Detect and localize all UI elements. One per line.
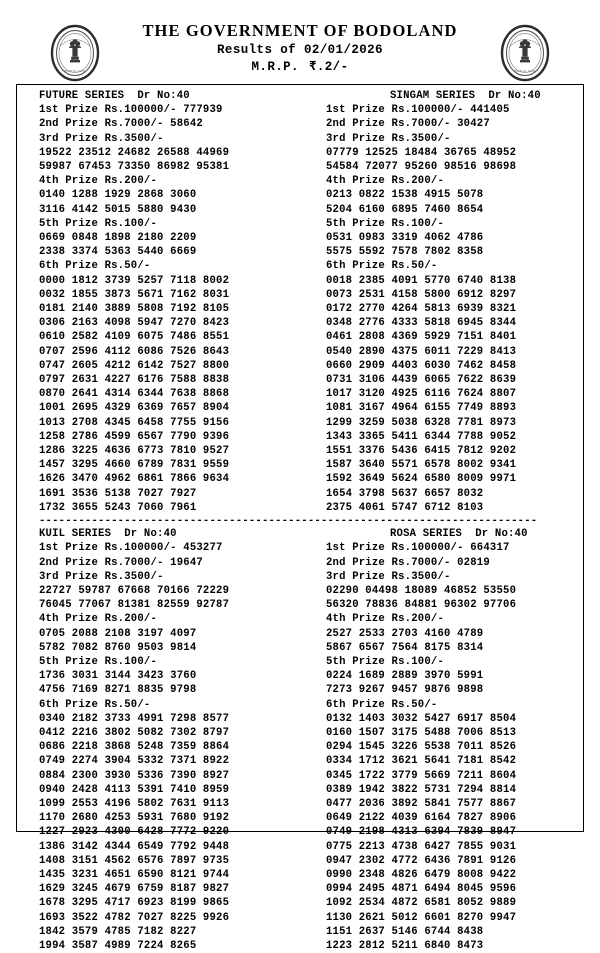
prize-number-row: 1099 2553 4196 5802 7631 9113 (39, 797, 230, 810)
prize-4th-label: 4th Prize Rs.200/- (39, 613, 158, 626)
prize-number-row: 1081 3167 4964 6155 7749 8893 (325, 402, 517, 415)
prize-3rd-row: 56320 78836 84881 96302 97706 (325, 599, 517, 612)
prize-number-row: 0306 2163 4098 5947 7270 8423 (39, 317, 230, 330)
prize-number-row: 0649 2122 4039 6164 7827 8906 (325, 812, 517, 825)
prize-6th-rows (326, 712, 583, 953)
prize-4th-row: 0213 0822 1538 4915 5078 (325, 189, 484, 202)
prize-4th-row: 5782 7082 8760 9503 9814 (39, 641, 197, 654)
prize-number-row: 1592 3649 5624 6580 8009 9971 (325, 473, 517, 486)
prize-number-row: 0172 2770 4264 5813 6939 8321 (325, 303, 517, 316)
series-title: KUIL SERIES Dr No:40 (39, 528, 177, 541)
prize-number-row: 1001 2695 4329 6369 7657 8904 (39, 402, 230, 415)
prize-number-row: 0345 1722 3779 5669 7211 8604 (325, 769, 517, 782)
prize-number-row: 0160 1507 3175 5488 7006 8513 (325, 726, 517, 739)
prize-1st: 1st Prize Rs.100000/- 777939 (39, 104, 223, 117)
prize-3rd-label: 3rd Prize Rs.3500/- (325, 132, 451, 145)
prize-6th-label: 6th Prize Rs.50/- (39, 698, 151, 711)
prize-number-row: 0686 2218 3868 5248 7359 8864 (39, 741, 230, 754)
prize-number-row: 1732 3655 5243 7060 7961 (39, 501, 197, 514)
prize-number-row: 0132 1403 3032 5427 6917 8504 (325, 712, 517, 725)
prize-number-row: 1587 3640 5571 6578 8002 9341 (325, 459, 517, 472)
prize-2nd: 2nd Prize Rs.7000/- 02819 (325, 556, 490, 569)
mrp-value: ₹.2/- (308, 60, 349, 74)
prize-3rd-row: 19522 23512 24682 26588 44969 (39, 146, 230, 159)
prize-number-row: 0000 1812 3739 5257 7118 8002 (39, 274, 230, 287)
prize-2nd: 2nd Prize Rs.7000/- 30427 (325, 118, 490, 131)
prize-number-row: 0294 1545 3226 5538 7011 8526 (325, 741, 517, 754)
prize-number-row: 0660 2909 4403 6030 7462 8458 (325, 359, 517, 372)
prize-number-row: 1654 3798 5637 6657 8032 (325, 487, 484, 500)
prize-number-row: 1299 3259 5038 6328 7781 8973 (325, 416, 517, 429)
prize-number-row: 1013 2708 4345 6458 7755 9156 (39, 416, 230, 429)
prize-number-row: 1457 3295 4660 6789 7831 9559 (39, 459, 230, 472)
prize-number-row: 0032 1855 3873 5671 7162 8031 (39, 288, 230, 301)
prize-number-row: 0540 2890 4375 6011 7229 8413 (325, 345, 517, 358)
prize-number-row: 1017 3120 4925 6116 7624 8807 (325, 388, 517, 401)
prize-4th-row: 0140 1288 1929 2868 3060 (39, 189, 197, 202)
prize-5th-row: 1736 3031 3144 3423 3760 (39, 670, 197, 683)
prize-number-row: 1130 2621 5012 6601 8270 9947 (325, 911, 517, 924)
prize-number-row: 2375 4061 5747 6712 8103 (325, 501, 484, 514)
series-title: ROSA SERIES Dr No:40 (389, 528, 528, 541)
prize-number-row: 1435 3231 4651 6590 8121 9744 (39, 868, 230, 881)
prize-number-row: 0018 2385 4091 5770 6740 8138 (325, 274, 517, 287)
svg-text:BODOLAND: BODOLAND (64, 69, 86, 73)
prize-number-row: 1386 3142 4344 6549 7792 9448 (39, 840, 230, 853)
prize-6th-label: 6th Prize Rs.50/- (325, 260, 438, 273)
prize-number-row: 1693 3522 4782 7027 8225 9926 (39, 911, 230, 924)
prize-4th-row: 5867 6567 7564 8175 8314 (325, 641, 484, 654)
prize-5th-row: 2338 3374 5363 5440 6669 (39, 246, 197, 259)
results-date: Results of 02/01/2026 (217, 43, 383, 57)
prize-number-row: 1842 3579 4785 7182 8227 (39, 925, 197, 938)
page-title: THE GOVERNMENT OF BODOLAND (142, 21, 458, 40)
prize-5th-row: 4756 7169 8271 8835 9798 (39, 684, 197, 697)
series-block-rosa (312, 527, 583, 953)
prize-number-row: 0348 2776 4333 5818 6945 8344 (325, 317, 517, 330)
prize-number-row: 1286 3225 4636 6773 7810 9527 (39, 445, 230, 458)
prize-6th-label: 6th Prize Rs.50/- (39, 260, 151, 273)
prize-number-row: 0797 2631 4227 6176 7588 8838 (39, 374, 230, 387)
series-title: FUTURE SERIES Dr No:40 (39, 90, 190, 102)
prize-number-row: 1227 2923 4300 6428 7772 9220 (39, 826, 230, 839)
prize-number-row: 0940 2428 4113 5391 7410 8959 (39, 783, 230, 796)
prize-number-row: 0389 1942 3822 5731 7294 8814 (325, 783, 517, 796)
prize-number-row: 1170 2680 4253 5931 7680 9192 (39, 812, 230, 825)
prize-2nd: 2nd Prize Rs.7000/- 19647 (39, 556, 203, 569)
prize-1st: 1st Prize Rs.100000/- 664317 (325, 542, 510, 555)
svg-text:BODOLAND: BODOLAND (514, 69, 536, 73)
prize-number-row: 0731 3106 4439 6065 7622 8639 (325, 374, 517, 387)
series-block-kuil (17, 527, 312, 953)
prize-number-row: 1092 2534 4872 6581 8052 9889 (325, 897, 517, 910)
series-block-singam (312, 89, 583, 515)
prize-5th-row: 0669 0848 1898 2180 2209 (39, 232, 197, 245)
prize-number-row: 1343 3365 5411 6344 7788 9052 (325, 430, 517, 443)
prize-6th-label: 6th Prize Rs.50/- (325, 698, 438, 711)
prize-number-row: 0884 2300 3930 5336 7390 8927 (39, 769, 230, 782)
prize-5th-label: 5th Prize Rs.100/- (325, 217, 444, 230)
prize-number-row: 0073 2531 4158 5800 6912 8297 (325, 288, 517, 301)
prize-number-row: 0461 2808 4369 5929 7151 8401 (325, 331, 517, 344)
prize-number-row: 1408 3151 4562 6576 7897 9735 (39, 854, 230, 867)
prize-6th-rows (39, 712, 312, 953)
prize-3rd-row: 22727 59787 67668 70166 72229 (39, 584, 230, 597)
prize-number-row: 0775 2213 4738 6427 7855 9031 (325, 840, 517, 853)
prize-4th-label: 4th Prize Rs.200/- (325, 175, 444, 188)
prize-6th-rows (39, 274, 312, 515)
prize-number-row: 0340 2182 3733 4991 7298 8577 (39, 712, 230, 725)
prize-3rd-row: 02290 04498 18089 46852 53550 (325, 584, 517, 597)
prize-5th-row: 5575 5592 7578 7802 8358 (325, 246, 484, 259)
prize-number-row: 1691 3536 5138 7027 7927 (39, 487, 197, 500)
prize-5th-label: 5th Prize Rs.100/- (325, 655, 444, 668)
prize-5th-label: 5th Prize Rs.100/- (39, 217, 158, 230)
prize-number-row: 0477 2036 3892 5841 7577 8867 (325, 797, 517, 810)
prize-3rd-label: 3rd Prize Rs.3500/- (39, 570, 164, 583)
bodoland-state-emblem-icon-right (498, 24, 552, 82)
prize-number-row: 0870 2641 4314 6344 7638 8868 (39, 388, 230, 401)
prize-number-row: 0610 2582 4109 6075 7486 8551 (39, 331, 230, 344)
prize-1st: 1st Prize Rs.100000/- 441405 (325, 104, 510, 117)
prize-5th-row: 0531 0983 3319 4062 4786 (325, 232, 484, 245)
bodoland-state-emblem-icon-left (48, 24, 102, 82)
prize-number-row: 0181 2140 3889 5808 7192 8105 (39, 303, 230, 316)
prize-3rd-row: 76045 77067 81381 82559 92787 (39, 599, 230, 612)
prize-number-row: 1551 3376 5436 6415 7812 9202 (325, 445, 517, 458)
prize-number-row: 1626 3470 4962 6861 7866 9634 (39, 473, 230, 486)
series-title: SINGAM SERIES Dr No:40 (389, 90, 541, 102)
prize-5th-row: 7273 9267 9457 9876 9898 (325, 684, 484, 697)
prize-1st: 1st Prize Rs.100000/- 453277 (39, 542, 223, 555)
prize-3rd-row: 54584 72077 95260 98516 98698 (325, 161, 517, 174)
prize-2nd: 2nd Prize Rs.7000/- 58642 (39, 118, 203, 131)
prize-6th-rows (326, 274, 583, 515)
prize-number-row: 0749 2198 4313 6394 7839 8947 (325, 826, 517, 839)
prize-number-row: 1994 3587 4989 7224 8265 (39, 939, 197, 952)
prize-4th-row: 3116 4142 5015 5880 9430 (39, 203, 197, 216)
prize-4th-label: 4th Prize Rs.200/- (325, 613, 444, 626)
series-block-future (17, 89, 312, 515)
prize-4th-row: 0705 2088 2108 3197 4097 (39, 627, 197, 640)
prize-number-row: 0947 2302 4772 6436 7891 9126 (325, 854, 517, 867)
prize-number-row: 1258 2786 4599 6567 7790 9396 (39, 430, 230, 443)
prize-number-row: 0707 2596 4112 6086 7526 8643 (39, 345, 230, 358)
prize-4th-row: 2527 2533 2703 4160 4789 (325, 627, 484, 640)
page-header (0, 0, 600, 74)
prize-number-row: 0334 1712 3621 5641 7181 8542 (325, 755, 517, 768)
prize-5th-row: 0224 1689 2889 3970 5991 (325, 670, 484, 683)
prize-number-row: 0994 2495 4871 6494 8045 9596 (325, 883, 517, 896)
prize-number-row: 1223 2812 5211 6840 8473 (325, 939, 484, 952)
prize-5th-label: 5th Prize Rs.100/- (39, 655, 158, 668)
prize-number-row: 1151 2637 5146 6744 8438 (325, 925, 484, 938)
prize-number-row: 1678 3295 4717 6923 8199 9865 (39, 897, 230, 910)
prize-number-row: 0990 2348 4826 6479 8008 9422 (325, 868, 517, 881)
results-half-top (17, 89, 583, 515)
prize-4th-row: 5204 6160 6895 7460 8654 (325, 203, 484, 216)
prize-3rd-label: 3rd Prize Rs.3500/- (325, 570, 451, 583)
prize-number-row: 0747 2605 4212 6142 7527 8800 (39, 359, 230, 372)
results-frame (16, 84, 584, 952)
prize-number-row: 0749 2274 3904 5332 7371 8922 (39, 755, 230, 768)
mrp-label: M.R.P. (251, 60, 299, 74)
prize-3rd-row: 59987 67453 73350 86982 95381 (39, 161, 230, 174)
section-divider: ---------------------------------------------------------------------------- (39, 515, 538, 528)
results-half-bottom (17, 527, 583, 953)
prize-4th-label: 4th Prize Rs.200/- (39, 175, 158, 188)
prize-number-row: 0412 2216 3802 5082 7302 8797 (39, 726, 230, 739)
prize-3rd-row: 07779 12525 18484 36765 48952 (325, 146, 517, 159)
prize-number-row: 1629 3245 4679 6759 8187 9827 (39, 883, 230, 896)
prize-3rd-label: 3rd Prize Rs.3500/- (39, 132, 164, 145)
